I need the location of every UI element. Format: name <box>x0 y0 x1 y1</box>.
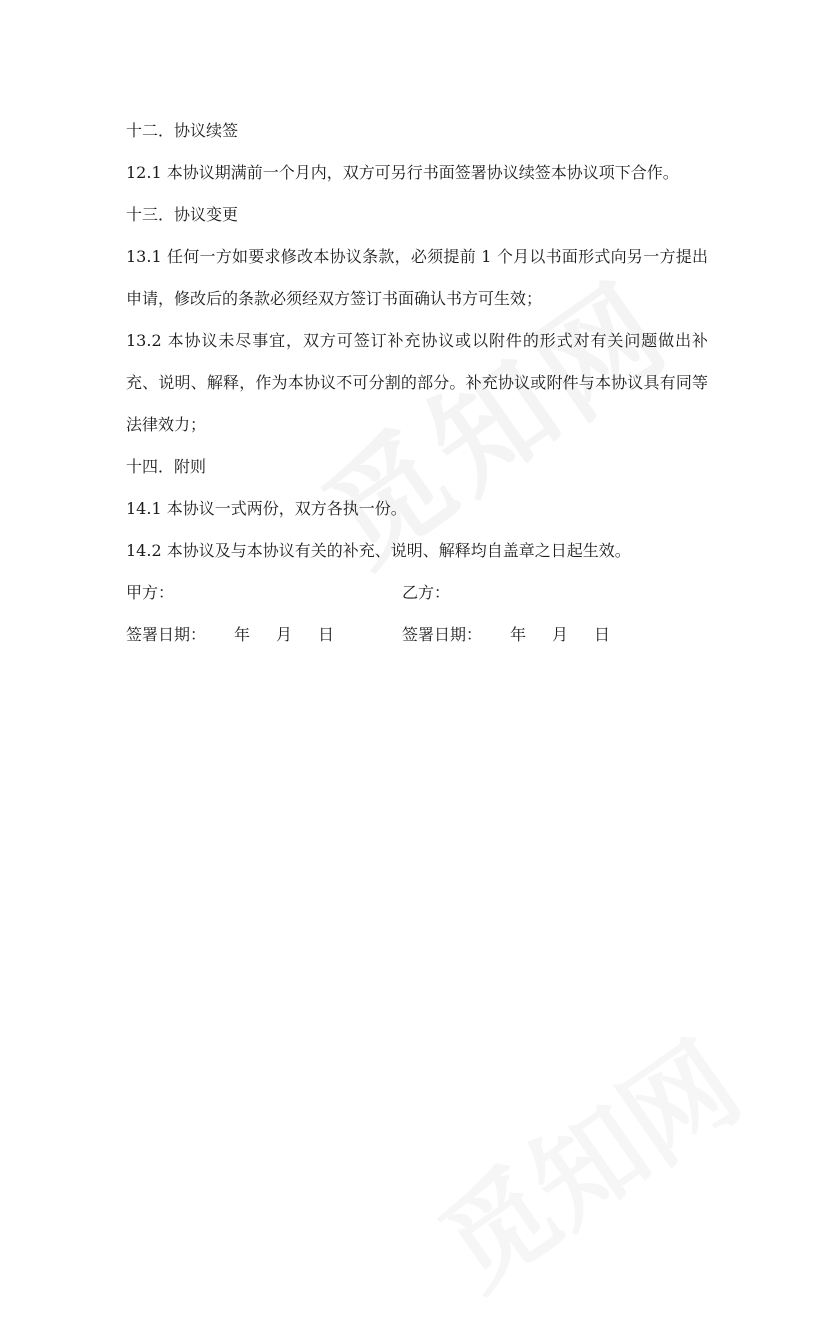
clause-14-2: 14.2 本协议及与本协议有关的补充、说明、解释均自盖章之日起生效。 <box>126 541 631 560</box>
year-label: 年 <box>510 625 527 644</box>
clause-14-1: 14.1 本协议一式两份，双方各执一份。 <box>126 499 407 518</box>
section-heading-14: 十四．附则 <box>126 457 207 476</box>
party-a-date <box>126 614 334 656</box>
document-body <box>126 110 708 656</box>
clause-13-1: 13.1 任何一方如要求修改本协议条款，必须提前 1 个月以书面形式向另一方提出申请，修改后的条款必须经双方签订书面确认书方可生效； <box>126 247 708 308</box>
party-row <box>126 572 708 614</box>
date-label: 签署日期： <box>402 625 483 644</box>
party-a-label: 甲方： <box>126 583 175 602</box>
month-label: 月 <box>276 625 293 644</box>
watermark-secondary <box>405 1000 766 1318</box>
year-label: 年 <box>234 625 251 644</box>
date-row <box>126 614 708 656</box>
section-heading-12: 十二．协议续签 <box>126 121 239 140</box>
section-heading-13: 十三．协议变更 <box>126 205 239 224</box>
party-b-date <box>402 614 610 656</box>
date-label: 签署日期： <box>126 625 207 644</box>
clause-13-2: 13.2 本协议未尽事宜，双方可签订补充协议或以附件的形式对有关问题做出补充、说明、解释，作为本协议不可分割的部分。补充协议或附件与本协议具有同等法律效力； <box>126 331 708 434</box>
party-b-label: 乙方： <box>402 583 451 602</box>
month-label: 月 <box>552 625 569 644</box>
day-label: 日 <box>318 625 335 644</box>
day-label: 日 <box>594 625 611 644</box>
clause-12-1: 12.1 本协议期满前一个月内，双方可另行书面签署协议续签本协议项下合作。 <box>126 163 679 182</box>
